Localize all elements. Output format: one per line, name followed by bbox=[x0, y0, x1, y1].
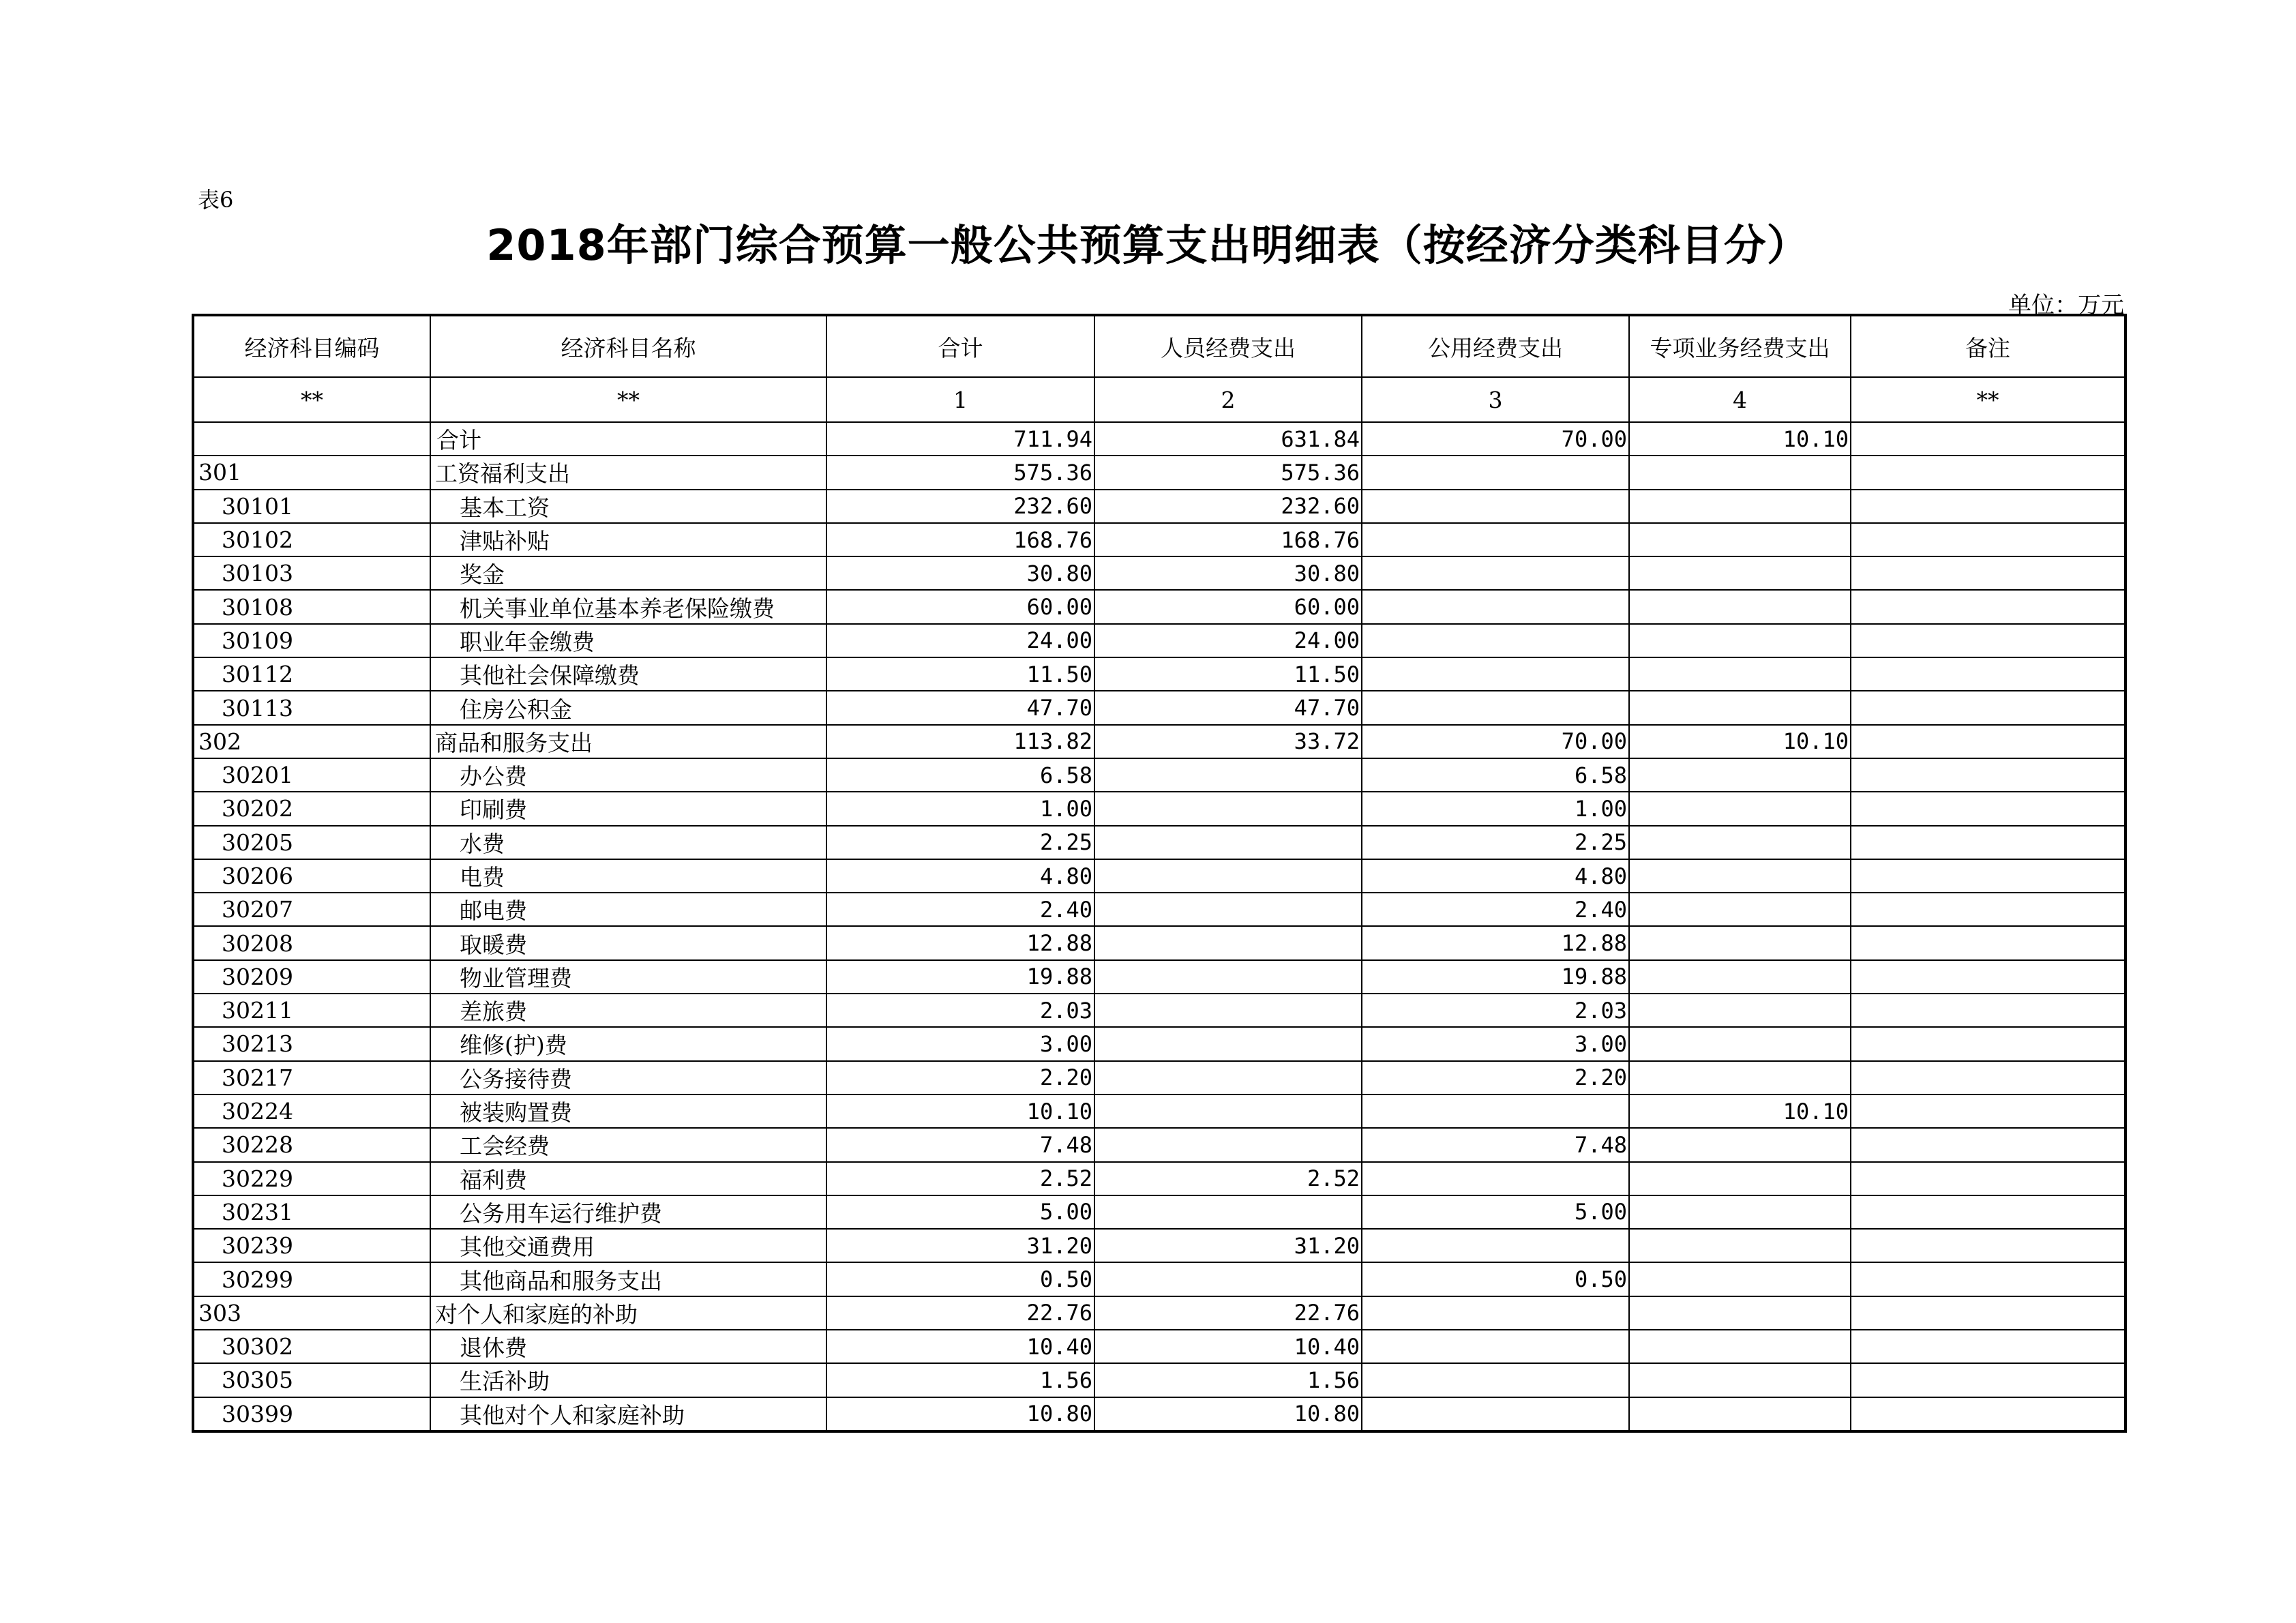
cell-public bbox=[1362, 523, 1629, 556]
cell-public: 5.00 bbox=[1362, 1195, 1629, 1229]
cell-code: 30101 bbox=[193, 490, 430, 523]
unit-label: 单位：万元 bbox=[2008, 292, 2124, 319]
cell-name: 印刷费 bbox=[430, 792, 826, 825]
cell-personnel: 10.80 bbox=[1094, 1397, 1362, 1431]
table-row bbox=[193, 1128, 2126, 1161]
cell-total: 711.94 bbox=[826, 422, 1094, 456]
cell-note bbox=[1851, 960, 2126, 994]
cell-total: 2.03 bbox=[826, 994, 1094, 1027]
cell-personnel: 30.80 bbox=[1094, 556, 1362, 590]
cell-public: 19.88 bbox=[1362, 960, 1629, 994]
cell-code: 30103 bbox=[193, 556, 430, 590]
cell-code: 30209 bbox=[193, 960, 430, 994]
cell-personnel bbox=[1094, 960, 1362, 994]
cell-note bbox=[1851, 590, 2126, 623]
col-header-code: 经济科目编码 bbox=[193, 315, 430, 377]
col-header-special: 专项业务经费支出 bbox=[1629, 315, 1851, 377]
cell-code: 30217 bbox=[193, 1061, 430, 1095]
cell-code: 30205 bbox=[193, 826, 430, 859]
cell-personnel: 631.84 bbox=[1094, 422, 1362, 456]
cell-special bbox=[1629, 758, 1851, 792]
cell-note bbox=[1851, 725, 2126, 758]
cell-special bbox=[1629, 691, 1851, 724]
cell-total: 2.25 bbox=[826, 826, 1094, 859]
cell-public: 1.00 bbox=[1362, 792, 1629, 825]
cell-total: 7.48 bbox=[826, 1128, 1094, 1161]
table-row bbox=[193, 590, 2126, 623]
cell-total: 47.70 bbox=[826, 691, 1094, 724]
cell-code: 30239 bbox=[193, 1229, 430, 1262]
cell-name: 物业管理费 bbox=[430, 960, 826, 994]
cell-personnel: 10.40 bbox=[1094, 1330, 1362, 1363]
cell-note bbox=[1851, 758, 2126, 792]
cell-note bbox=[1851, 1027, 2126, 1060]
table-row bbox=[193, 960, 2126, 994]
cell-public bbox=[1362, 490, 1629, 523]
table-row bbox=[193, 657, 2126, 691]
cell-total: 5.00 bbox=[826, 1195, 1094, 1229]
cell-public: 70.00 bbox=[1362, 725, 1629, 758]
cell-note bbox=[1851, 893, 2126, 926]
cell-name: 基本工资 bbox=[430, 490, 826, 523]
cell-personnel: 2.52 bbox=[1094, 1162, 1362, 1195]
cell-special bbox=[1629, 1296, 1851, 1330]
cell-public bbox=[1362, 590, 1629, 623]
index-cell-personnel: 2 bbox=[1094, 377, 1362, 422]
cell-code: 30224 bbox=[193, 1095, 430, 1128]
cell-note bbox=[1851, 523, 2126, 556]
cell-special: 10.10 bbox=[1629, 1095, 1851, 1128]
cell-special bbox=[1629, 1330, 1851, 1363]
cell-public: 2.20 bbox=[1362, 1061, 1629, 1095]
cell-note bbox=[1851, 1397, 2126, 1431]
cell-total: 168.76 bbox=[826, 523, 1094, 556]
cell-special bbox=[1629, 1061, 1851, 1095]
cell-code bbox=[193, 422, 430, 456]
cell-name: 生活补助 bbox=[430, 1363, 826, 1397]
col-header-personnel: 人员经费支出 bbox=[1094, 315, 1362, 377]
cell-note bbox=[1851, 1128, 2126, 1161]
cell-name: 电费 bbox=[430, 859, 826, 893]
cell-total: 10.40 bbox=[826, 1330, 1094, 1363]
cell-personnel: 24.00 bbox=[1094, 624, 1362, 657]
cell-personnel bbox=[1094, 1128, 1362, 1161]
cell-special bbox=[1629, 624, 1851, 657]
cell-special bbox=[1629, 1262, 1851, 1296]
cell-note bbox=[1851, 556, 2126, 590]
table-row bbox=[193, 758, 2126, 792]
cell-total: 0.50 bbox=[826, 1262, 1094, 1296]
cell-special bbox=[1629, 490, 1851, 523]
cell-code: 30112 bbox=[193, 657, 430, 691]
cell-note bbox=[1851, 859, 2126, 893]
table-number: 表6 bbox=[198, 187, 234, 213]
cell-personnel: 168.76 bbox=[1094, 523, 1362, 556]
cell-code: 30229 bbox=[193, 1162, 430, 1195]
cell-note bbox=[1851, 1061, 2126, 1095]
cell-personnel: 575.36 bbox=[1094, 456, 1362, 489]
cell-personnel bbox=[1094, 859, 1362, 893]
table-row bbox=[193, 1262, 2126, 1296]
cell-public bbox=[1362, 1397, 1629, 1431]
cell-personnel bbox=[1094, 1027, 1362, 1060]
cell-public: 12.88 bbox=[1362, 926, 1629, 959]
col-header-note: 备注 bbox=[1851, 315, 2126, 377]
cell-code: 30211 bbox=[193, 994, 430, 1027]
table-row bbox=[193, 1027, 2126, 1060]
cell-special: 10.10 bbox=[1629, 725, 1851, 758]
table-row bbox=[193, 994, 2126, 1027]
cell-total: 24.00 bbox=[826, 624, 1094, 657]
cell-name: 退休费 bbox=[430, 1330, 826, 1363]
cell-special bbox=[1629, 590, 1851, 623]
cell-name: 水费 bbox=[430, 826, 826, 859]
cell-code: 30213 bbox=[193, 1027, 430, 1060]
cell-code: 30206 bbox=[193, 859, 430, 893]
cell-special bbox=[1629, 826, 1851, 859]
table-row bbox=[193, 1363, 2126, 1397]
cell-total: 1.00 bbox=[826, 792, 1094, 825]
cell-special bbox=[1629, 657, 1851, 691]
cell-note bbox=[1851, 1330, 2126, 1363]
cell-personnel: 33.72 bbox=[1094, 725, 1362, 758]
cell-name: 公务接待费 bbox=[430, 1061, 826, 1095]
cell-name: 合计 bbox=[430, 422, 826, 456]
index-cell-total: 1 bbox=[826, 377, 1094, 422]
cell-name: 福利费 bbox=[430, 1162, 826, 1195]
cell-code: 30113 bbox=[193, 691, 430, 724]
cell-public bbox=[1362, 1363, 1629, 1397]
cell-note bbox=[1851, 456, 2126, 489]
cell-code: 30299 bbox=[193, 1262, 430, 1296]
cell-personnel bbox=[1094, 1061, 1362, 1095]
cell-code: 30102 bbox=[193, 523, 430, 556]
cell-code: 30208 bbox=[193, 926, 430, 959]
cell-name: 商品和服务支出 bbox=[430, 725, 826, 758]
cell-total: 3.00 bbox=[826, 1027, 1094, 1060]
cell-personnel: 11.50 bbox=[1094, 657, 1362, 691]
cell-total: 60.00 bbox=[826, 590, 1094, 623]
table-row bbox=[193, 725, 2126, 758]
cell-special bbox=[1629, 456, 1851, 489]
cell-note bbox=[1851, 1262, 2126, 1296]
cell-name: 被装购置费 bbox=[430, 1095, 826, 1128]
cell-personnel bbox=[1094, 1195, 1362, 1229]
cell-total: 30.80 bbox=[826, 556, 1094, 590]
cell-name: 津贴补贴 bbox=[430, 523, 826, 556]
cell-name: 工资福利支出 bbox=[430, 456, 826, 489]
cell-special bbox=[1629, 926, 1851, 959]
cell-public: 7.48 bbox=[1362, 1128, 1629, 1161]
table-row bbox=[193, 624, 2126, 657]
cell-special bbox=[1629, 859, 1851, 893]
cell-personnel: 60.00 bbox=[1094, 590, 1362, 623]
table-row bbox=[193, 926, 2126, 959]
cell-code: 303 bbox=[193, 1296, 430, 1330]
cell-special bbox=[1629, 1363, 1851, 1397]
cell-public bbox=[1362, 1296, 1629, 1330]
cell-note bbox=[1851, 490, 2126, 523]
cell-name: 其他商品和服务支出 bbox=[430, 1262, 826, 1296]
table-row bbox=[193, 1397, 2126, 1431]
cell-code: 302 bbox=[193, 725, 430, 758]
cell-personnel bbox=[1094, 994, 1362, 1027]
table-body bbox=[193, 422, 2126, 1431]
table-row bbox=[193, 691, 2126, 724]
cell-personnel bbox=[1094, 1095, 1362, 1128]
cell-total: 232.60 bbox=[826, 490, 1094, 523]
index-cell-code: ** bbox=[193, 377, 430, 422]
table-row bbox=[193, 456, 2126, 489]
cell-public bbox=[1362, 657, 1629, 691]
cell-total: 2.20 bbox=[826, 1061, 1094, 1095]
cell-name: 其他对个人和家庭补助 bbox=[430, 1397, 826, 1431]
cell-name: 公务用车运行维护费 bbox=[430, 1195, 826, 1229]
cell-total: 12.88 bbox=[826, 926, 1094, 959]
cell-total: 11.50 bbox=[826, 657, 1094, 691]
cell-code: 30207 bbox=[193, 893, 430, 926]
cell-public bbox=[1362, 456, 1629, 489]
cell-note bbox=[1851, 691, 2126, 724]
cell-note bbox=[1851, 1095, 2126, 1128]
cell-total: 19.88 bbox=[826, 960, 1094, 994]
cell-code: 30399 bbox=[193, 1397, 430, 1431]
cell-personnel bbox=[1094, 1262, 1362, 1296]
cell-note bbox=[1851, 1195, 2126, 1229]
cell-code: 30109 bbox=[193, 624, 430, 657]
cell-name: 办公费 bbox=[430, 758, 826, 792]
cell-note bbox=[1851, 826, 2126, 859]
table-row bbox=[193, 490, 2126, 523]
cell-code: 30231 bbox=[193, 1195, 430, 1229]
cell-public bbox=[1362, 1330, 1629, 1363]
cell-public: 2.40 bbox=[1362, 893, 1629, 926]
cell-special: 10.10 bbox=[1629, 422, 1851, 456]
cell-total: 575.36 bbox=[826, 456, 1094, 489]
table-row bbox=[193, 1296, 2126, 1330]
col-header-name: 经济科目名称 bbox=[430, 315, 826, 377]
cell-public: 3.00 bbox=[1362, 1027, 1629, 1060]
cell-name: 对个人和家庭的补助 bbox=[430, 1296, 826, 1330]
cell-special bbox=[1629, 1128, 1851, 1161]
cell-name: 取暖费 bbox=[430, 926, 826, 959]
cell-total: 10.80 bbox=[826, 1397, 1094, 1431]
cell-name: 职业年金缴费 bbox=[430, 624, 826, 657]
table-row bbox=[193, 556, 2126, 590]
cell-personnel bbox=[1094, 792, 1362, 825]
cell-personnel: 22.76 bbox=[1094, 1296, 1362, 1330]
cell-personnel: 1.56 bbox=[1094, 1363, 1362, 1397]
cell-note bbox=[1851, 994, 2126, 1027]
cell-public: 4.80 bbox=[1362, 859, 1629, 893]
cell-special bbox=[1629, 1229, 1851, 1262]
index-cell-special: 4 bbox=[1629, 377, 1851, 422]
cell-public: 0.50 bbox=[1362, 1262, 1629, 1296]
cell-total: 22.76 bbox=[826, 1296, 1094, 1330]
cell-name: 其他交通费用 bbox=[430, 1229, 826, 1262]
cell-name: 差旅费 bbox=[430, 994, 826, 1027]
cell-personnel bbox=[1094, 826, 1362, 859]
table-row bbox=[193, 1229, 2126, 1262]
cell-note bbox=[1851, 1229, 2126, 1262]
cell-code: 30108 bbox=[193, 590, 430, 623]
cell-personnel: 31.20 bbox=[1094, 1229, 1362, 1262]
cell-code: 30302 bbox=[193, 1330, 430, 1363]
table-row bbox=[193, 826, 2126, 859]
cell-special bbox=[1629, 1162, 1851, 1195]
table-row bbox=[193, 523, 2126, 556]
cell-name: 维修(护)费 bbox=[430, 1027, 826, 1060]
cell-note bbox=[1851, 792, 2126, 825]
table-row bbox=[193, 1162, 2126, 1195]
cell-public bbox=[1362, 556, 1629, 590]
table-row bbox=[193, 859, 2126, 893]
cell-code: 30202 bbox=[193, 792, 430, 825]
table-row bbox=[193, 1095, 2126, 1128]
cell-note bbox=[1851, 624, 2126, 657]
cell-total: 6.58 bbox=[826, 758, 1094, 792]
col-header-total: 合计 bbox=[826, 315, 1094, 377]
cell-personnel bbox=[1094, 758, 1362, 792]
cell-special bbox=[1629, 523, 1851, 556]
table-row bbox=[193, 1195, 2126, 1229]
cell-special bbox=[1629, 960, 1851, 994]
cell-note bbox=[1851, 1162, 2126, 1195]
cell-personnel: 232.60 bbox=[1094, 490, 1362, 523]
cell-special bbox=[1629, 792, 1851, 825]
cell-public: 2.03 bbox=[1362, 994, 1629, 1027]
cell-personnel bbox=[1094, 893, 1362, 926]
cell-personnel bbox=[1094, 926, 1362, 959]
cell-total: 2.52 bbox=[826, 1162, 1094, 1195]
table-row bbox=[193, 1330, 2126, 1363]
cell-public: 70.00 bbox=[1362, 422, 1629, 456]
cell-total: 113.82 bbox=[826, 725, 1094, 758]
cell-note bbox=[1851, 926, 2126, 959]
cell-note bbox=[1851, 422, 2126, 456]
cell-special bbox=[1629, 1195, 1851, 1229]
cell-code: 30201 bbox=[193, 758, 430, 792]
cell-total: 2.40 bbox=[826, 893, 1094, 926]
cell-public: 6.58 bbox=[1362, 758, 1629, 792]
cell-public: 2.25 bbox=[1362, 826, 1629, 859]
cell-name: 工会经费 bbox=[430, 1128, 826, 1161]
index-cell-note: ** bbox=[1851, 377, 2126, 422]
cell-name: 奖金 bbox=[430, 556, 826, 590]
cell-name: 机关事业单位基本养老保险缴费 bbox=[430, 590, 826, 623]
col-header-public: 公用经费支出 bbox=[1362, 315, 1629, 377]
cell-total: 4.80 bbox=[826, 859, 1094, 893]
cell-total: 10.10 bbox=[826, 1095, 1094, 1128]
cell-special bbox=[1629, 1397, 1851, 1431]
cell-code: 30305 bbox=[193, 1363, 430, 1397]
cell-total: 1.56 bbox=[826, 1363, 1094, 1397]
cell-special bbox=[1629, 1027, 1851, 1060]
cell-special bbox=[1629, 556, 1851, 590]
cell-special bbox=[1629, 893, 1851, 926]
cell-public bbox=[1362, 1229, 1629, 1262]
budget-detail-table bbox=[192, 314, 2127, 1433]
cell-note bbox=[1851, 1296, 2126, 1330]
cell-code: 301 bbox=[193, 456, 430, 489]
table-row bbox=[193, 893, 2126, 926]
header-row bbox=[193, 315, 2126, 377]
table-row bbox=[193, 1061, 2126, 1095]
cell-name: 其他社会保障缴费 bbox=[430, 657, 826, 691]
cell-public bbox=[1362, 624, 1629, 657]
cell-note bbox=[1851, 1363, 2126, 1397]
page-title: 2018年部门综合预算一般公共预算支出明细表（按经济分类科目分） bbox=[486, 220, 1810, 270]
cell-name: 住房公积金 bbox=[430, 691, 826, 724]
cell-name: 邮电费 bbox=[430, 893, 826, 926]
cell-code: 30228 bbox=[193, 1128, 430, 1161]
cell-public bbox=[1362, 1162, 1629, 1195]
table-row bbox=[193, 792, 2126, 825]
cell-personnel: 47.70 bbox=[1094, 691, 1362, 724]
cell-public bbox=[1362, 691, 1629, 724]
index-cell-name: ** bbox=[430, 377, 826, 422]
cell-special bbox=[1629, 994, 1851, 1027]
index-row bbox=[193, 377, 2126, 422]
index-cell-public: 3 bbox=[1362, 377, 1629, 422]
cell-note bbox=[1851, 657, 2126, 691]
cell-total: 31.20 bbox=[826, 1229, 1094, 1262]
table-row bbox=[193, 422, 2126, 456]
cell-public bbox=[1362, 1095, 1629, 1128]
